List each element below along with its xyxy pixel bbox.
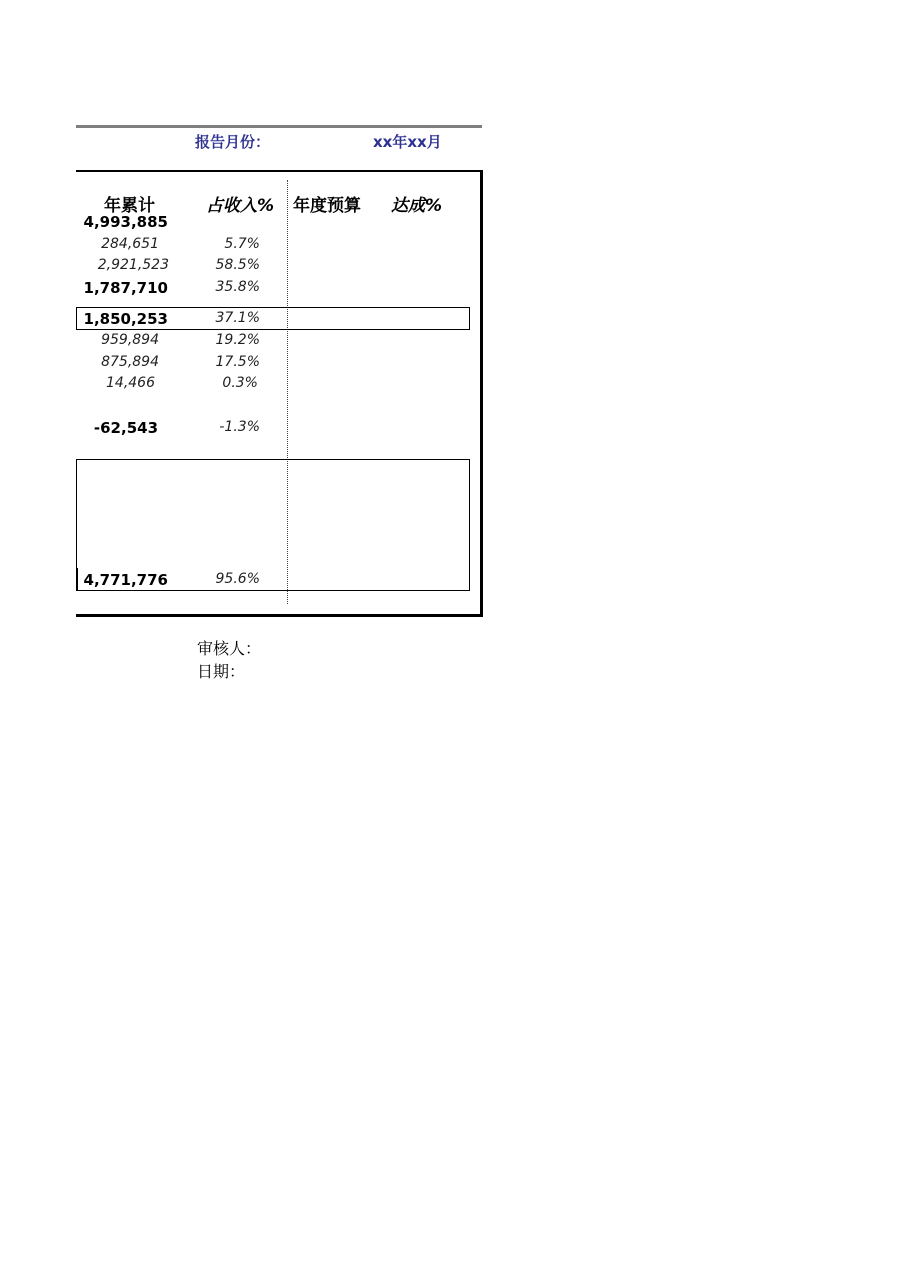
table-row-ytd: 4,993,885 bbox=[83, 213, 168, 231]
table-row-pct: 17.5% bbox=[215, 354, 260, 370]
table-row-pct: 95.6% bbox=[215, 571, 260, 587]
table-row-ytd: -62,543 bbox=[93, 419, 158, 437]
table-row-pct: 37.1% bbox=[215, 310, 260, 326]
report-month-label: 报告月份： bbox=[195, 133, 271, 151]
table-row-pct: 58.5% bbox=[215, 257, 260, 273]
table-row-pct: 5.7% bbox=[224, 236, 260, 252]
col-header-pct-of-revenue: 占收入% bbox=[206, 196, 275, 216]
table-row-ytd: 959,894 bbox=[101, 332, 159, 348]
table-row-pct: -1.3% bbox=[219, 419, 260, 435]
header-rule bbox=[76, 125, 482, 128]
table-row-ytd: 4,771,776 bbox=[83, 571, 168, 589]
table-row-ytd: 2,921,523 bbox=[97, 257, 169, 273]
table-row-ytd: 284,651 bbox=[101, 236, 159, 252]
table-row-pct: 35.8% bbox=[215, 279, 260, 295]
table-row-ytd: 1,787,710 bbox=[83, 279, 168, 297]
col-header-ytd: 年累计 bbox=[104, 196, 155, 216]
table-row-ytd: 875,894 bbox=[101, 354, 159, 370]
table-row-pct: 19.2% bbox=[215, 332, 260, 348]
date-label: 日期： bbox=[197, 662, 246, 681]
reviewer-label: 审核人： bbox=[197, 639, 262, 658]
table-row-ytd: 1,850,253 bbox=[83, 310, 168, 328]
report-month-value: xx年xx月 bbox=[373, 133, 442, 151]
table-row-ytd: 14,466 bbox=[106, 375, 155, 391]
col-header-achievement: 达成% bbox=[391, 196, 443, 216]
table-row-pct: 0.3% bbox=[222, 375, 258, 391]
col-header-annual-budget: 年度预算 bbox=[293, 196, 361, 216]
